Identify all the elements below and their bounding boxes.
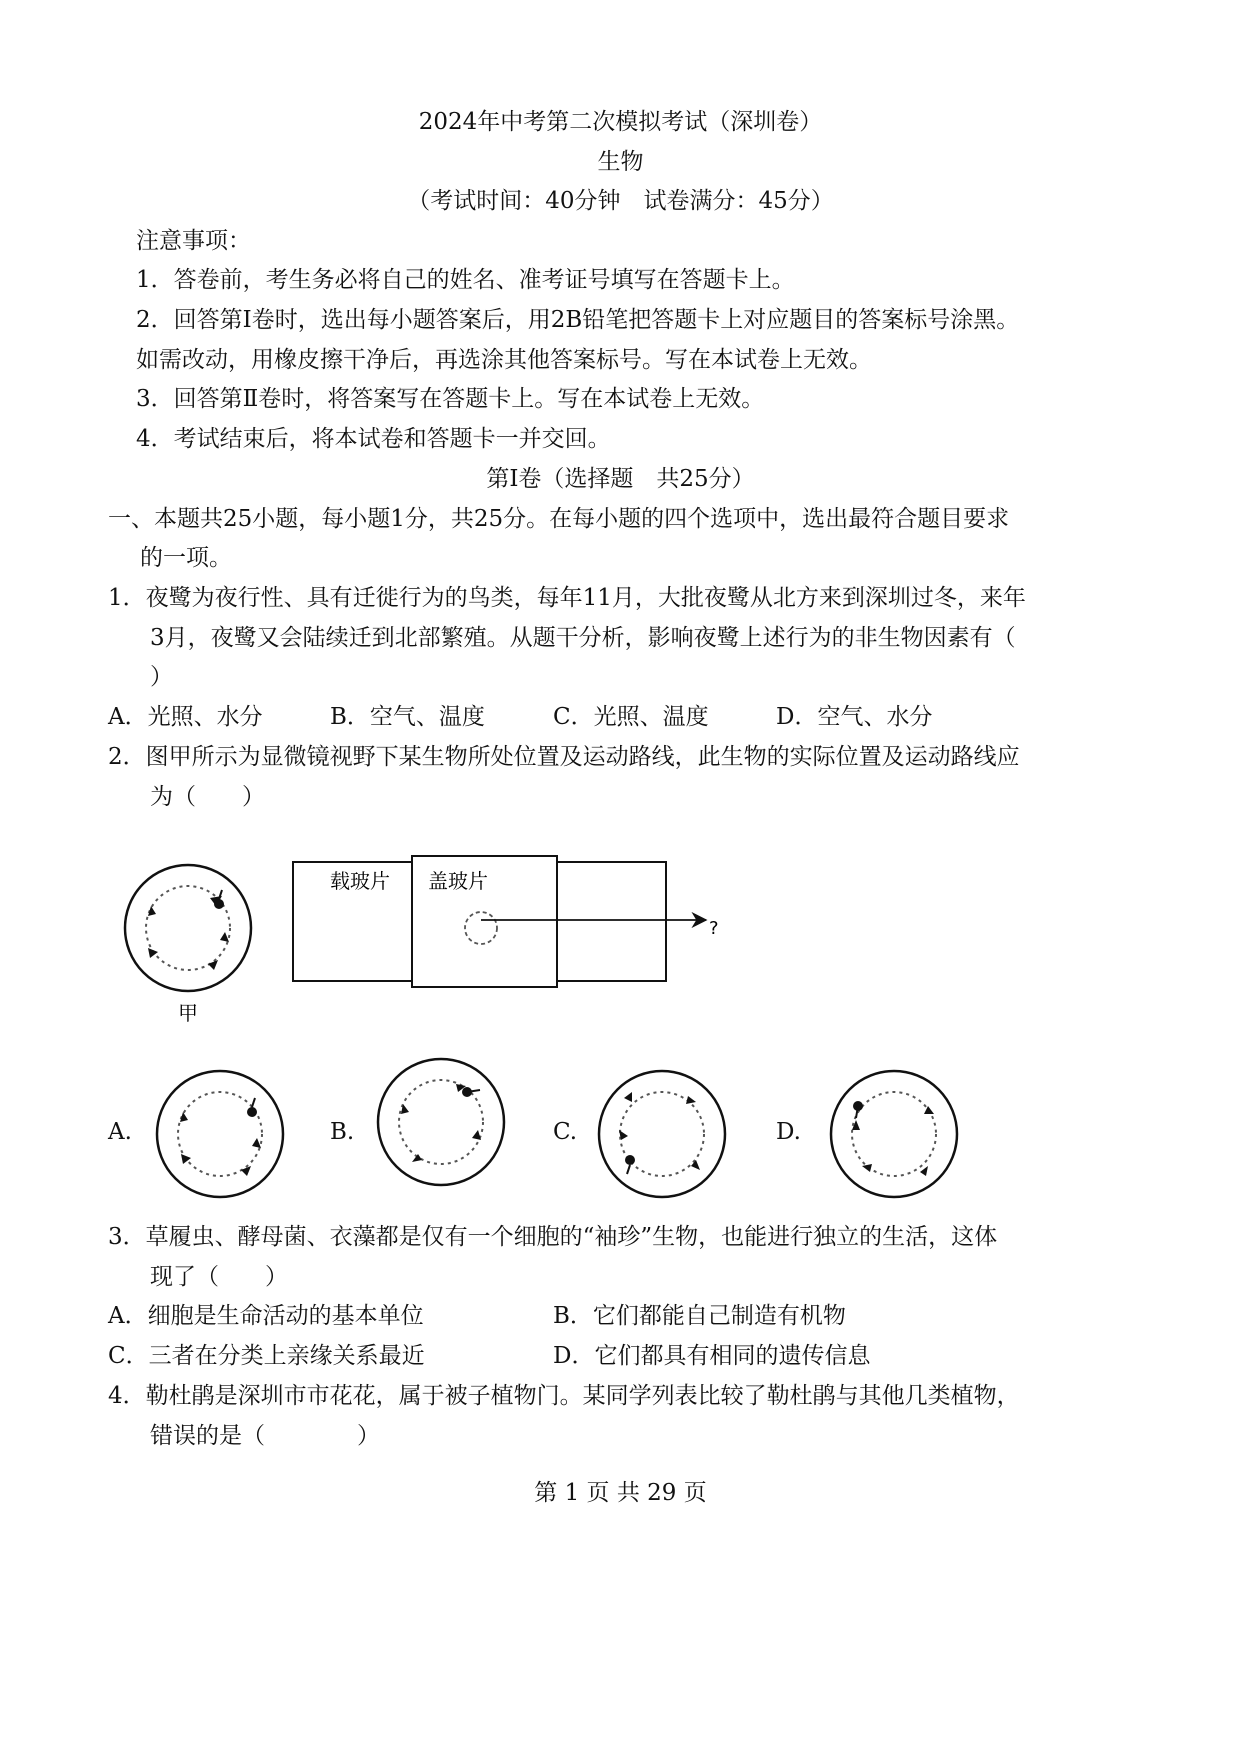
- q2-option-d-label: D.: [776, 1119, 801, 1145]
- q2-option-a-label: A.: [108, 1119, 132, 1145]
- section-instruction: 的一项。: [140, 545, 232, 571]
- q2-option-c-label: C.: [553, 1119, 578, 1145]
- question-1-text: 3月，夜鹭又会陆续迁到北部繁殖。从题干分析，影响夜鹭上述行为的非生物因素有（: [150, 625, 1016, 651]
- section-title: 第Ⅰ卷（选择题 共25分）: [486, 466, 755, 492]
- note-item: 1．答卷前，考生务必将自己的姓名、准考证号填写在答题卡上。: [136, 267, 795, 293]
- slide-label: 载玻片: [330, 869, 390, 893]
- q3-option-d: D．它们都具有相同的遗传信息: [553, 1343, 871, 1369]
- notes-heading: 注意事项：: [136, 228, 251, 254]
- option-d-view: [831, 1071, 957, 1197]
- question-1-text: ）: [150, 664, 173, 690]
- option-b-view: [378, 1059, 504, 1185]
- question-1-text: 1．夜鹭为夜行性、具有迁徙行为的鸟类，每年11月，大批夜鹭从北方来到深圳过冬，来年: [108, 585, 1026, 611]
- q3-option-a: A．细胞是生命活动的基本单位: [108, 1303, 424, 1329]
- note-item: 4．考试结束后，将本试卷和答题卡一并交回。: [136, 426, 611, 452]
- subject-title: 生物: [597, 149, 644, 175]
- question-mark: ?: [709, 918, 719, 939]
- question-4-text: 错误的是（ ）: [150, 1423, 380, 1449]
- note-item: 2．回答第Ⅰ卷时，选出每小题答案后，用2B铅笔把答题卡上对应题目的答案标号涂黑。: [136, 307, 1020, 333]
- q1-option-c: C．光照、温度: [553, 704, 709, 730]
- q3-option-b: B．它们都能自己制造有机物: [553, 1303, 846, 1329]
- q1-option-d: D．空气、水分: [776, 704, 933, 730]
- exam-title: 2024年中考第二次模拟考试（深圳卷）: [418, 109, 823, 135]
- question-4-text: 4．勒杜鹃是深圳市市花花，属于被子植物门。某同学列表比较了勒杜鹃与其他几类植物，: [108, 1383, 1020, 1409]
- jia-label: 甲: [178, 1001, 198, 1025]
- q1-option-b: B．空气、温度: [330, 704, 485, 730]
- option-a-view: [157, 1071, 283, 1197]
- note-item: 如需改动，用橡皮擦干净后，再选涂其他答案标号。写在本试卷上无效。: [136, 347, 872, 373]
- microscope-view-jia: [125, 865, 251, 991]
- option-c-view: [599, 1071, 725, 1197]
- page-footer: 第 1 页 共 29 页: [534, 1480, 707, 1506]
- section-instruction: 一、本题共25小题，每小题1分，共25分。在每小题的四个选项中，选出最符合题目要求: [108, 506, 1010, 532]
- exam-info: （考试时间：40分钟 试卷满分：45分）: [407, 188, 834, 214]
- q2-figure: [0, 840, 1241, 1200]
- q1-option-a: A．光照、水分: [108, 704, 263, 730]
- question-2-text: 2．图甲所示为显微镜视野下某生物所处位置及运动路线，此生物的实际位置及运动路线应: [108, 744, 1020, 770]
- cover-slip-label: 盖玻片: [428, 869, 488, 893]
- question-3-text: 现了（ ）: [150, 1264, 288, 1290]
- q3-option-c: C．三者在分类上亲缘关系最近: [108, 1343, 425, 1369]
- question-2-text: 为（ ）: [150, 784, 265, 810]
- q2-option-b-label: B.: [330, 1119, 355, 1145]
- note-item: 3．回答第Ⅱ卷时，将答案写在答题卡上。写在本试卷上无效。: [136, 386, 765, 412]
- question-3-text: 3．草履虫、酵母菌、衣藻都是仅有一个细胞的“袖珍”生物，也能进行独立的生活，这体: [108, 1224, 998, 1250]
